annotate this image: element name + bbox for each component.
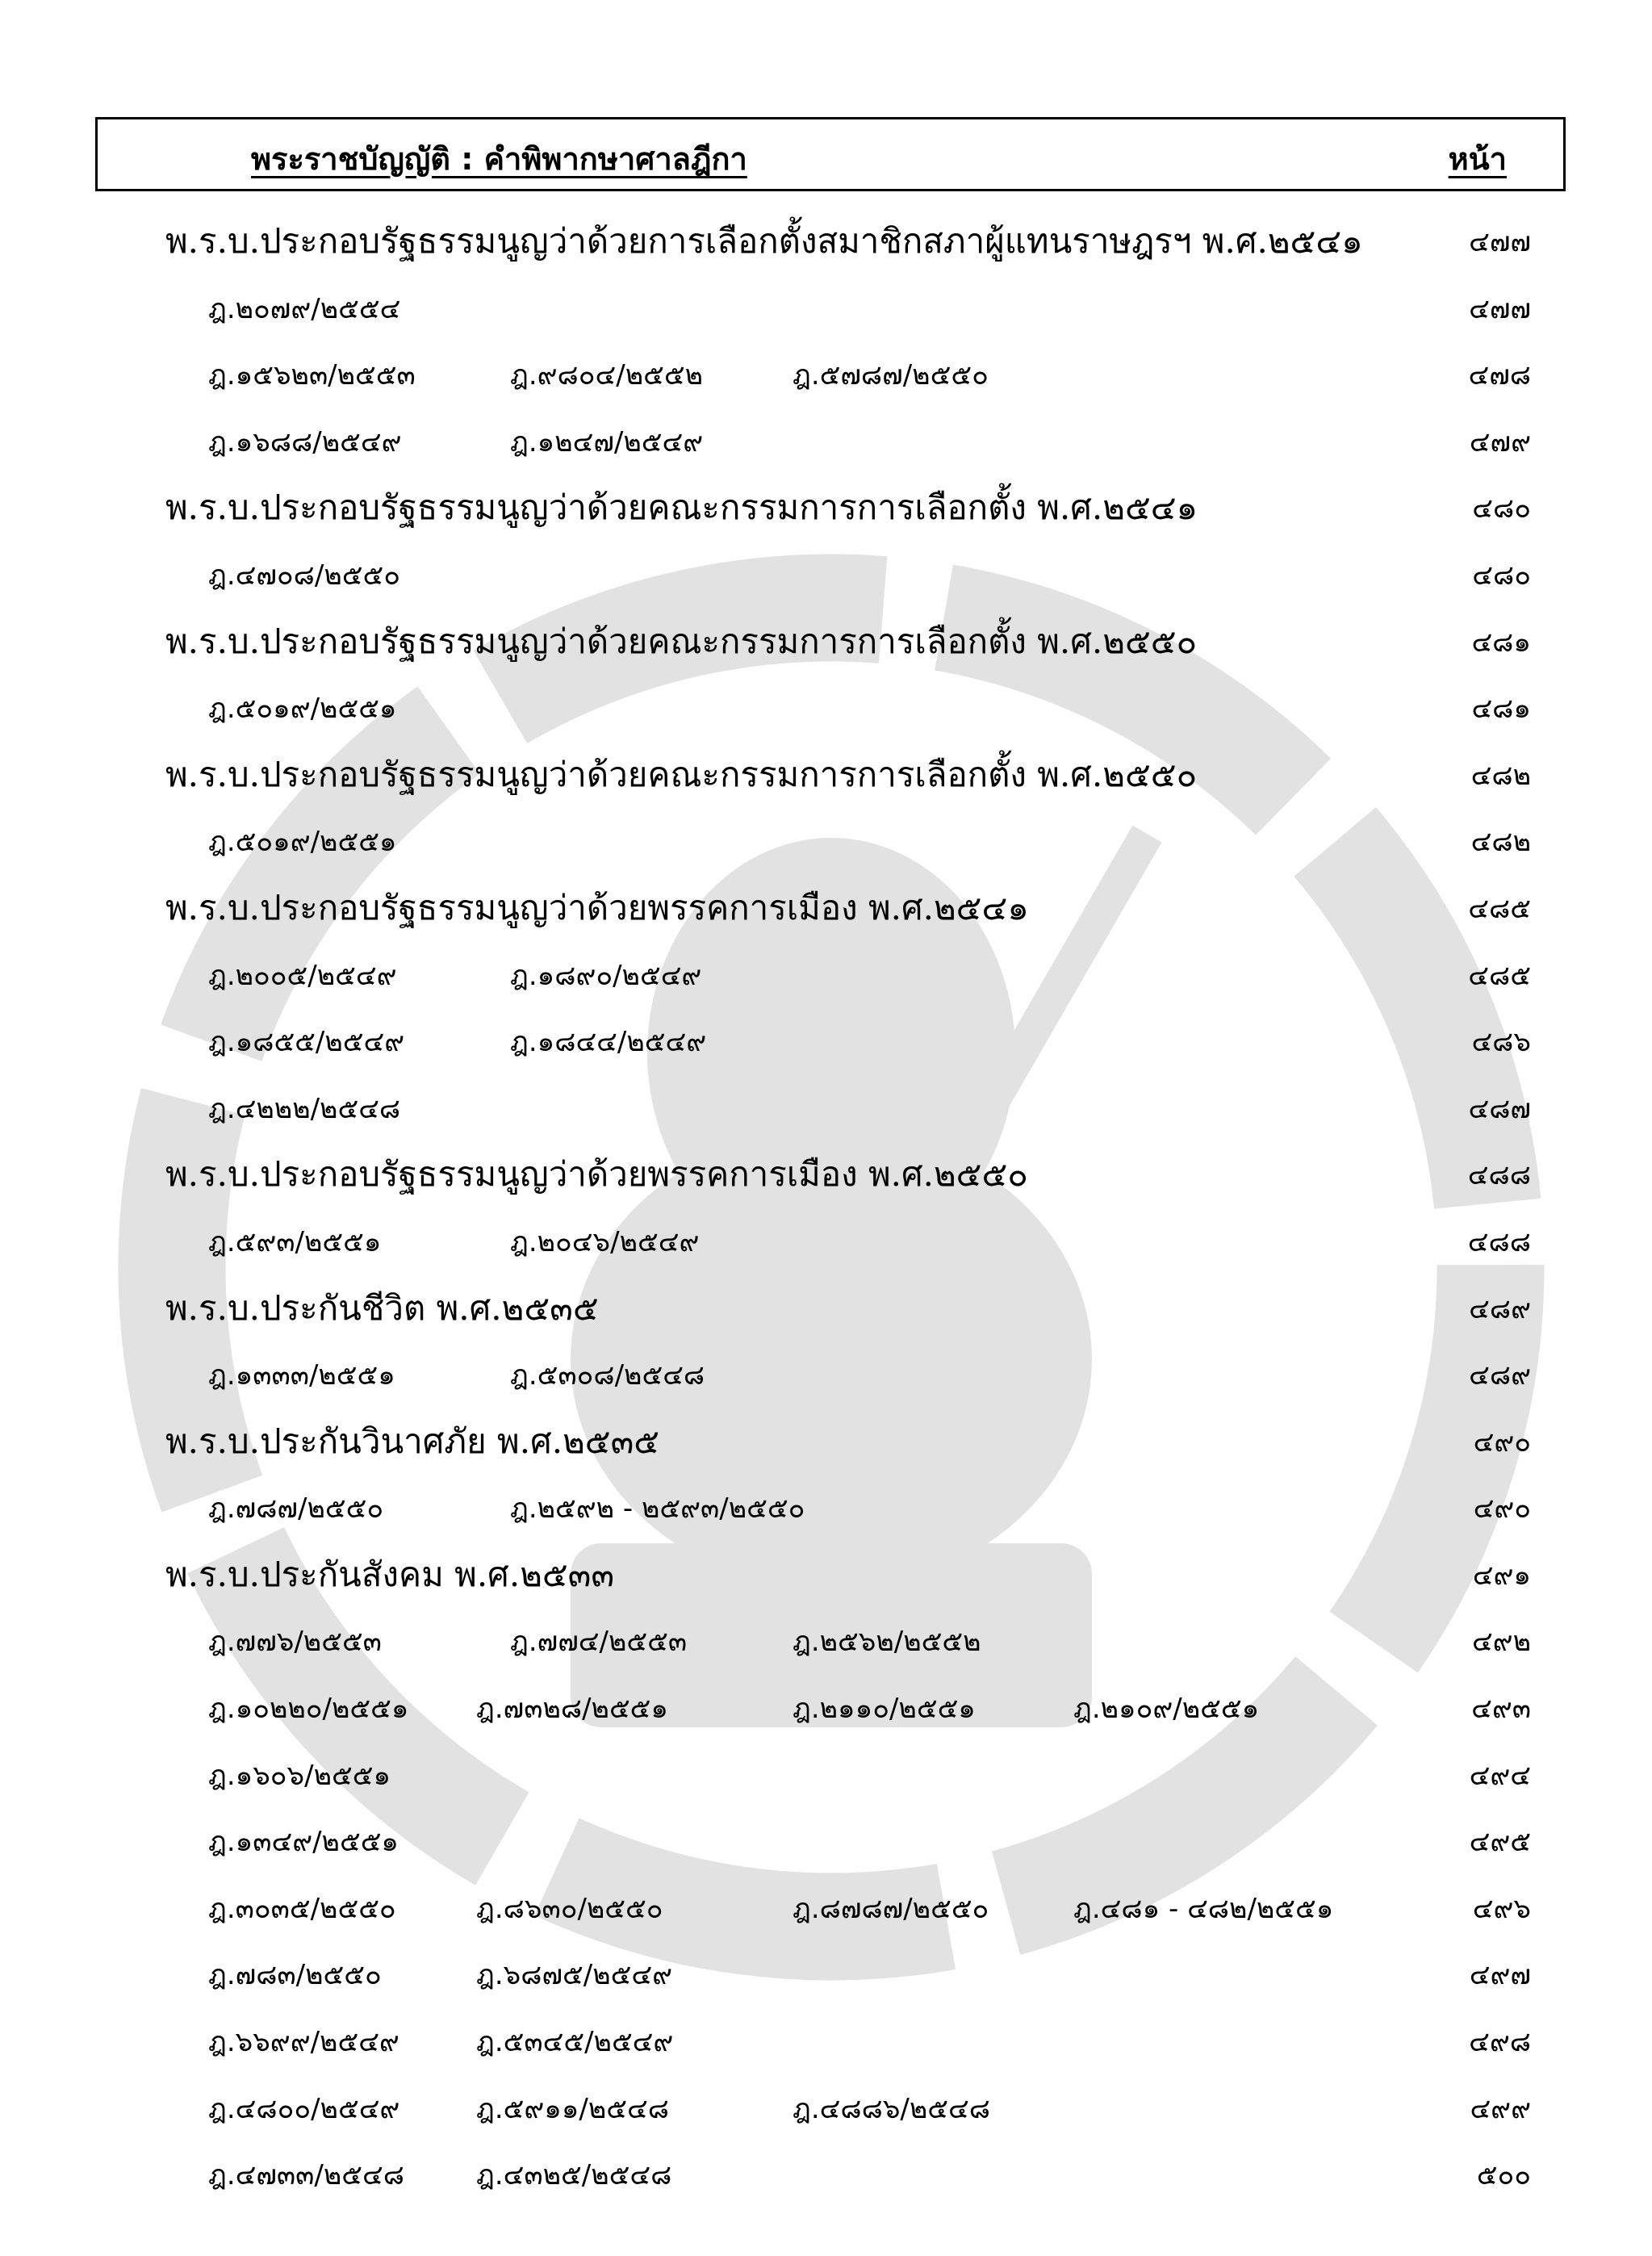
page-number: ๔๘๐ [1472, 492, 1531, 525]
judgment-reference: ฎ.๖๘๗๕/๒๕๔๙ [476, 1959, 672, 1992]
act-title: พ.ร.บ.ประกันชีวิต พ.ศ.๒๕๓๕ [165, 1287, 599, 1328]
page-number: ๔๙๑ [1472, 1559, 1531, 1592]
act-title: พ.ร.บ.ประกันวินาศภัย พ.ศ.๒๕๓๕ [165, 1421, 660, 1461]
judgment-row [0, 2137, 1652, 2204]
judgment-reference: ฎ.๘๖๓๐/๒๕๕๐ [476, 1892, 663, 1925]
judgment-reference: ฎ.๕๓๐๘/๒๕๔๘ [510, 1359, 705, 1392]
judgment-row [0, 1870, 1652, 1937]
judgment-reference: ฎ.๒๐๗๙/๒๕๕๔ [208, 292, 401, 325]
judgment-reference: ฎ.๓๐๓๕/๒๕๕๐ [208, 1892, 396, 1925]
judgment-row [0, 404, 1652, 471]
page-number: ๔๘๒ [1470, 826, 1531, 859]
page-number: ๔๙๗ [1469, 1959, 1531, 1992]
judgment-reference: ฎ.๑๒๔๗/๒๕๔๙ [510, 425, 704, 458]
judgment-row [0, 1737, 1652, 1804]
judgment-reference: ฎ.๔๘๑ - ๔๘๒/๒๕๕๑ [1073, 1892, 1334, 1925]
judgment-reference: ฎ.๑๕๖๒๓/๒๕๕๓ [208, 359, 416, 392]
judgment-reference: ฎ.๔๒๒๒/๒๕๔๘ [208, 1092, 401, 1125]
page-number: ๔๗๘ [1468, 359, 1531, 392]
page-number: ๔๙๕ [1469, 1826, 1531, 1859]
page-number: ๔๗๗ [1469, 226, 1531, 258]
judgment-reference: ฎ.๖๖๙๙/๒๕๔๙ [208, 2026, 399, 2059]
page-number: ๔๗๙ [1469, 425, 1531, 458]
judgment-reference: ฎ.๕๓๔๕/๒๕๔๙ [476, 2026, 674, 2059]
judgment-row [0, 270, 1652, 337]
judgment-reference: ฎ.๘๗๘๗/๒๕๕๐ [793, 1892, 989, 1925]
judgment-reference: ฎ.๗๘๓/๒๕๕๐ [208, 1959, 382, 1992]
page-number: ๔๙๔ [1469, 1759, 1531, 1792]
judgment-reference: ฎ.๕๐๑๙/๒๕๕๑ [208, 693, 397, 726]
judgment-row [0, 1936, 1652, 2003]
judgment-reference: ฎ.๒๑๐๙/๒๕๕๑ [1073, 1693, 1260, 1726]
judgment-reference: ฎ.๗๗๖/๒๕๕๓ [208, 1626, 382, 1659]
judgment-row [0, 2003, 1652, 2070]
judgment-reference: ฎ.๗๘๗/๒๕๕๐ [208, 1492, 384, 1526]
act-row [0, 1537, 1652, 1604]
act-title: พ.ร.บ.ประกอบรัฐธรรมนูญว่าด้วยคณะกรรมการการเลือกตั้ง พ.ศ.๒๕๕๐ [165, 621, 1198, 661]
judgment-reference: ฎ.๕๙๓/๒๕๕๑ [208, 1225, 382, 1258]
table-header [95, 117, 1566, 191]
act-row [0, 737, 1652, 804]
judgment-row [0, 1203, 1652, 1270]
act-title: พ.ร.บ.ประกอบรัฐธรรมนูญว่าด้วยคณะกรรมการการเลือกตั้ง พ.ศ.๒๕๔๑ [165, 488, 1198, 528]
judgment-row [0, 670, 1652, 737]
page-number: ๔๘๙ [1469, 1359, 1531, 1392]
judgment-row [0, 1670, 1652, 1737]
judgment-reference: ฎ.๑๐๒๒๐/๒๕๕๑ [208, 1693, 409, 1726]
act-row [0, 604, 1652, 671]
judgment-row [0, 1470, 1652, 1537]
judgment-row [0, 803, 1652, 870]
act-row [0, 203, 1652, 270]
page-number: ๔๙๙ [1470, 2092, 1531, 2125]
judgment-reference: ฎ.๑๘๕๕/๒๕๔๙ [208, 1026, 405, 1059]
judgment-row [0, 1070, 1652, 1137]
act-title: พ.ร.บ.ประกอบรัฐธรรมนูญว่าด้วยการเลือกตั้งสมาชิกสภาผู้แทนราษฎรฯ พ.ศ.๒๕๔๑ [165, 221, 1363, 261]
act-title: พ.ร.บ.ประกอบรัฐธรรมนูญว่าด้วยพรรคการเมือง พ.ศ.๒๕๔๑ [165, 887, 1029, 927]
act-row [0, 470, 1652, 537]
judgment-row [0, 1603, 1652, 1670]
act-row [0, 870, 1652, 937]
act-row [0, 1404, 1652, 1471]
judgment-row [0, 937, 1652, 1004]
page-number: ๔๘๕ [1468, 892, 1531, 925]
judgment-reference: ฎ.๑๓๔๙/๒๕๕๑ [208, 1826, 399, 1859]
judgment-reference: ฎ.๙๘๐๔/๒๕๕๒ [510, 359, 703, 392]
judgment-reference: ฎ.๕๗๘๗/๒๕๕๐ [793, 359, 989, 392]
page-number: ๔๘๑ [1471, 693, 1531, 726]
page-number: ๔๙๒ [1471, 1626, 1531, 1659]
judgment-row [0, 2070, 1652, 2137]
header-page-label: หน้า [1448, 141, 1507, 177]
page-number: ๔๘๙ [1469, 1292, 1531, 1325]
page-number: ๔๘๒ [1470, 759, 1531, 792]
page-number: ๔๘๑ [1471, 626, 1531, 659]
judgment-reference: ฎ.๒๐๐๕/๒๕๔๙ [208, 959, 397, 992]
page-number: ๔๙๐ [1473, 1425, 1531, 1459]
header-title: พระราชบัญญัติ : คำพิพากษาศาลฎีกา [251, 141, 747, 177]
judgment-reference: ฎ.๗๗๔/๒๕๕๓ [510, 1626, 688, 1659]
page-number: ๔๙๓ [1471, 1693, 1531, 1726]
page-number: ๔๘๗ [1468, 1092, 1531, 1125]
judgment-reference: ฎ.๗๓๒๘/๒๕๕๑ [476, 1693, 668, 1726]
judgment-reference: ฎ.๑๓๓๓/๒๕๕๑ [208, 1359, 395, 1392]
judgment-row [0, 1803, 1652, 1870]
judgment-reference: ฎ.๕๐๑๙/๒๕๕๑ [208, 826, 397, 859]
page-number: ๔๙๐ [1473, 1492, 1531, 1526]
judgment-reference: ฎ.๒๐๔๖/๒๕๔๙ [510, 1225, 700, 1258]
act-title: พ.ร.บ.ประกอบรัฐธรรมนูญว่าด้วยพรรคการเมือง พ.ศ.๒๕๕๐ [165, 1154, 1028, 1195]
judgment-row [0, 1337, 1652, 1404]
act-title: พ.ร.บ.ประกอบรัฐธรรมนูญว่าด้วยคณะกรรมการการเลือกตั้ง พ.ศ.๒๕๕๐ [165, 754, 1198, 794]
page-number: ๔๘๖ [1471, 1026, 1531, 1059]
page-number: ๔๘๘ [1467, 1225, 1531, 1258]
index-entries [0, 203, 1652, 2204]
page-number: ๔๘๘ [1467, 1159, 1531, 1192]
judgment-reference: ฎ.๔๗๐๘/๒๕๕๐ [208, 559, 400, 592]
judgment-reference: ฎ.๒๑๑๐/๒๕๕๑ [793, 1693, 976, 1726]
judgment-row [0, 1003, 1652, 1070]
judgment-reference: ฎ.๕๙๑๑/๒๕๔๘ [476, 2092, 669, 2125]
page-number: ๔๗๗ [1469, 292, 1531, 325]
judgment-row [0, 537, 1652, 604]
judgment-reference: ฎ.๔๗๓๓/๒๕๔๘ [208, 2159, 404, 2192]
act-row [0, 1270, 1652, 1337]
judgment-reference: ฎ.๑๖๐๖/๒๕๕๑ [208, 1759, 391, 1792]
judgment-reference: ฎ.๑๘๔๔/๒๕๔๙ [510, 1026, 707, 1059]
judgment-reference: ฎ.๒๕๖๒/๒๕๕๒ [793, 1626, 981, 1659]
page-number: ๔๙๘ [1469, 2026, 1531, 2059]
judgment-row [0, 337, 1652, 404]
act-title: พ.ร.บ.ประกันสังคม พ.ศ.๒๕๓๓ [165, 1554, 615, 1594]
page-number: ๕๐๐ [1476, 2159, 1531, 2192]
judgment-reference: ฎ.๔๘๘๖/๒๕๔๘ [793, 2092, 990, 2125]
act-row [0, 1136, 1652, 1203]
judgment-reference: ฎ.๔๓๒๕/๒๕๔๘ [476, 2159, 672, 2192]
page-number: ๔๘๕ [1468, 959, 1531, 992]
judgment-reference: ฎ.๑๘๙๐/๒๕๔๙ [510, 959, 702, 992]
judgment-reference: ฎ.๔๘๐๐/๒๕๔๙ [208, 2092, 400, 2125]
page-number: ๔๘๐ [1472, 559, 1531, 592]
judgment-reference: ฎ.๑๖๘๘/๒๕๔๙ [208, 425, 402, 458]
page-number: ๔๙๖ [1472, 1892, 1531, 1925]
judgment-reference: ฎ.๒๕๙๒ - ๒๕๙๓/๒๕๕๐ [510, 1492, 805, 1526]
